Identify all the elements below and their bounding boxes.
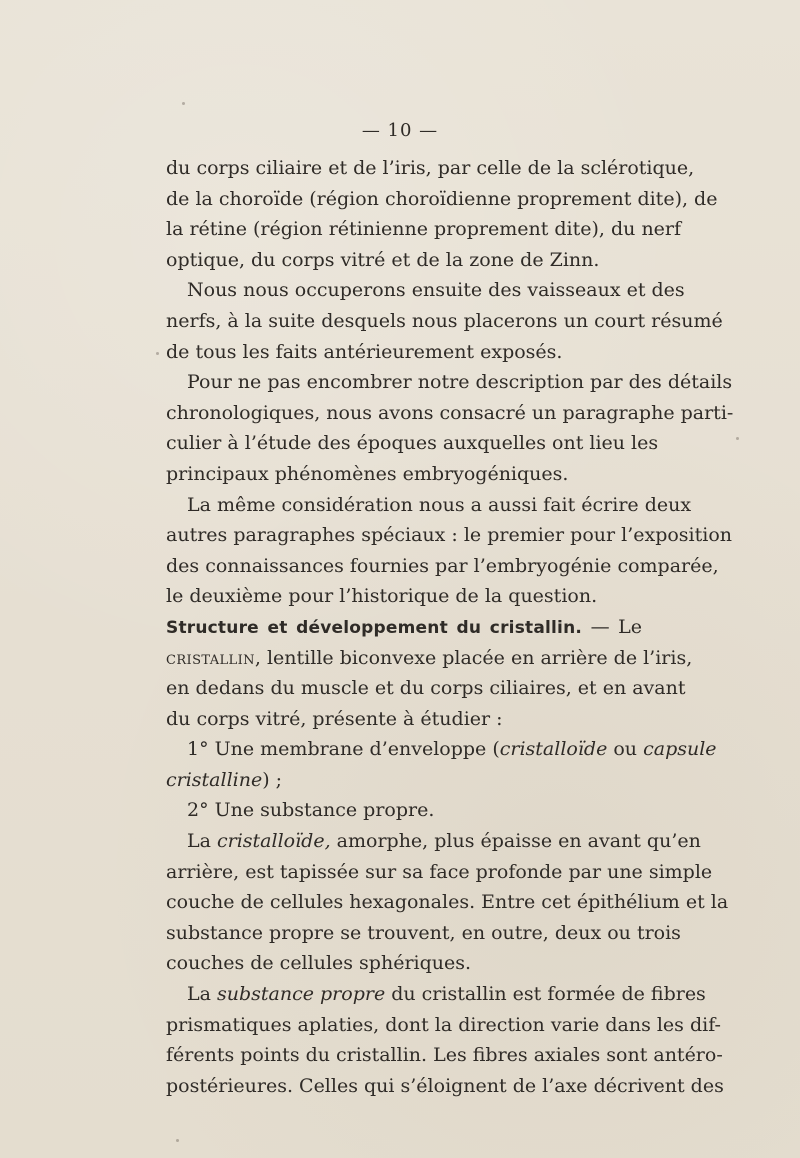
text-line: de tous les faits antérieurement exposés. <box>166 340 563 363</box>
body-text <box>166 153 734 1101</box>
text-line: nerfs, à la suite desquels nous placerons un court résumé <box>166 309 723 332</box>
text-line: Nous nous occuperons ensuite des vaisseaux et des <box>187 279 685 302</box>
text-line: en dedans du muscle et du corps ciliaires, et en avant <box>166 677 686 700</box>
text-line: cristalline) ; <box>166 768 283 791</box>
text-line: des connaissances fournies par l’embryogénie comparée, <box>166 554 719 577</box>
paper-speck <box>736 437 739 440</box>
text-line: de la choroïde (région choroïdienne proprement dite), de <box>166 187 718 210</box>
text-line: La cristalloïde, amorphe, plus épaisse en avant qu’en <box>187 830 701 853</box>
text-line: postérieures. Celles qui s’éloignent de l’axe décrivent des <box>166 1074 724 1097</box>
text-line: optique, du corps vitré et de la zone de Zinn. <box>166 248 600 271</box>
italic-term: cristalline <box>166 768 263 791</box>
text-line: La substance propre du cristallin est formée de fibres <box>187 983 706 1006</box>
text-line: couches de cellules sphériques. <box>166 952 472 975</box>
italic-term: substance propre <box>216 983 386 1006</box>
text-line: autres paragraphes spéciaux : le premier pour l’exposition <box>166 524 733 547</box>
text-line: du corps ciliaire et de l’iris, par celle de la sclérotique, <box>166 157 695 179</box>
text-line: principaux phénomènes embryogéniques. <box>166 462 569 485</box>
text-line: la rétine (région rétinienne proprement dite), du nerf <box>166 218 682 241</box>
text-line: Structure et développement du cristallin. — Le <box>166 615 642 638</box>
text-line: le deuxième pour l’historique de la question. <box>166 585 598 608</box>
text-line: Pour ne pas encombrer notre description par des détails <box>187 371 733 394</box>
text-line: du corps vitré, présente à étudier : <box>166 707 503 730</box>
text-line: férents points du cristallin. Les fibres axiales sont antéro- <box>166 1044 723 1067</box>
text-line: couche de cellules hexagonales. Entre cet épithélium et la <box>166 891 729 914</box>
text-line: La même considération nous a aussi fait écrire deux <box>187 493 692 516</box>
text-line: prismatiques aplaties, dont la direction varie dans les dif- <box>166 1013 721 1036</box>
paper-speck <box>182 102 185 105</box>
text-line: arrière, est tapissée sur sa face profonde par une simple <box>166 860 713 883</box>
text-line: 1° Une membrane d’enveloppe (cristalloïde ou capsule <box>187 738 717 761</box>
text-line: cristallin, lentille biconvexe placée en arrière de l’iris, <box>166 646 693 669</box>
text-line: culier à l’étude des époques auxquelles ont lieu les <box>166 432 659 455</box>
italic-term: cristalloïde <box>499 738 608 761</box>
page-number: — 10 — <box>361 120 439 141</box>
text-line: 2° Une substance propre. <box>187 799 435 822</box>
text-line: chronologiques, nous avons consacré un paragraphe parti- <box>166 401 734 424</box>
paper-speck <box>156 352 159 355</box>
term-smallcaps: cristallin <box>166 646 255 669</box>
section-heading: Structure et développement du cristallin. <box>166 617 583 638</box>
paper-speck <box>176 1139 179 1142</box>
italic-term: capsule <box>643 738 717 761</box>
text-line: substance propre se trouvent, en outre, deux ou trois <box>166 921 681 944</box>
italic-term: cristalloïde, <box>216 830 331 853</box>
